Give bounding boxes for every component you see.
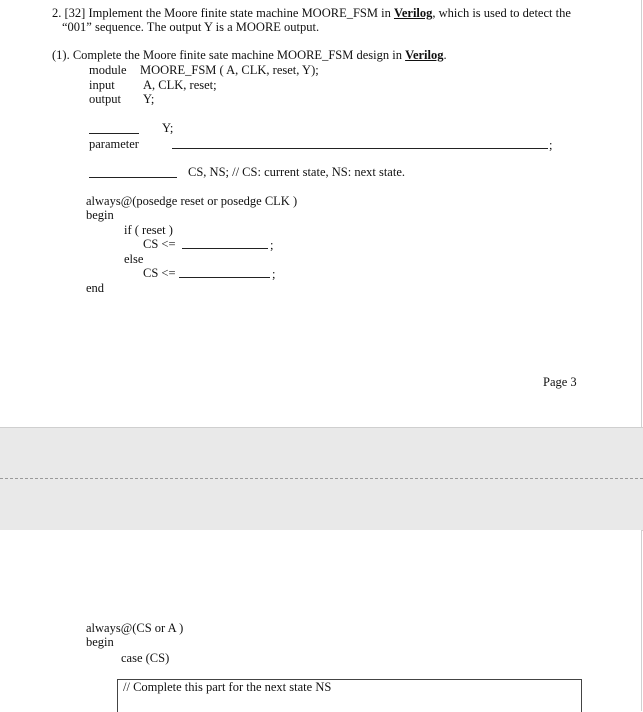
- parameter-blank[interactable]: [172, 137, 548, 149]
- cs-assign-reset: CS <=: [143, 237, 176, 251]
- case-statement: case (CS): [121, 651, 170, 665]
- answer-box-comment: // Complete this part for the next state NS: [123, 680, 332, 694]
- assign-semicolon-1: ;: [270, 238, 274, 252]
- page-break-divider: [0, 478, 643, 479]
- module-keyword: module: [89, 63, 127, 77]
- output-keyword: output: [89, 92, 121, 106]
- parameter-semicolon: ;: [549, 138, 553, 152]
- else-keyword: else: [124, 252, 144, 266]
- part1-heading-suffix: .: [443, 48, 447, 62]
- cs-ns-declaration: CS, NS; // CS: current state, NS: next state.: [188, 165, 406, 179]
- question-text-suffix: , which is used to detect the: [432, 6, 571, 20]
- output-signature: Y;: [143, 92, 155, 106]
- verilog-keyword: Verilog: [393, 6, 433, 20]
- input-signature: A, CLK, reset;: [143, 78, 217, 92]
- cs-assign-next: CS <=: [143, 266, 176, 280]
- y-declaration: Y;: [162, 121, 174, 135]
- always-sequential: always@(posedge reset or posedge CLK ): [86, 194, 298, 208]
- end-keyword: end: [86, 281, 105, 295]
- question-text: 2. [32] Implement the Moore finite state machine MOORE_FSM in: [52, 6, 394, 20]
- assign-semicolon-2: ;: [272, 267, 276, 281]
- next-state-blank[interactable]: [179, 266, 270, 278]
- if-reset: if ( reset ): [124, 223, 173, 237]
- y-type-blank[interactable]: [89, 122, 139, 134]
- input-keyword: input: [89, 78, 115, 92]
- cs-ns-type-blank[interactable]: [89, 166, 177, 178]
- page-number: Page 3: [543, 375, 577, 389]
- begin-sequential: begin: [86, 208, 114, 222]
- answer-box[interactable]: [117, 679, 582, 712]
- parameter-keyword: parameter: [89, 137, 139, 151]
- reset-state-blank[interactable]: [182, 237, 268, 249]
- module-signature: MOORE_FSM ( A, CLK, reset, Y);: [140, 63, 319, 77]
- page-break-gap: [0, 427, 643, 531]
- question-line-1: [52, 6, 571, 21]
- always-combinational: always@(CS or A ): [86, 621, 184, 635]
- question-line-2: “001” sequence. The output Y is a MOORE output.: [62, 20, 320, 34]
- begin-combinational: begin: [86, 635, 114, 649]
- part1-heading: [52, 48, 447, 63]
- part1-heading-text: (1). Complete the Moore finite sate machine MOORE_FSM design in: [52, 48, 406, 62]
- part1-verilog-keyword: Verilog: [405, 48, 444, 62]
